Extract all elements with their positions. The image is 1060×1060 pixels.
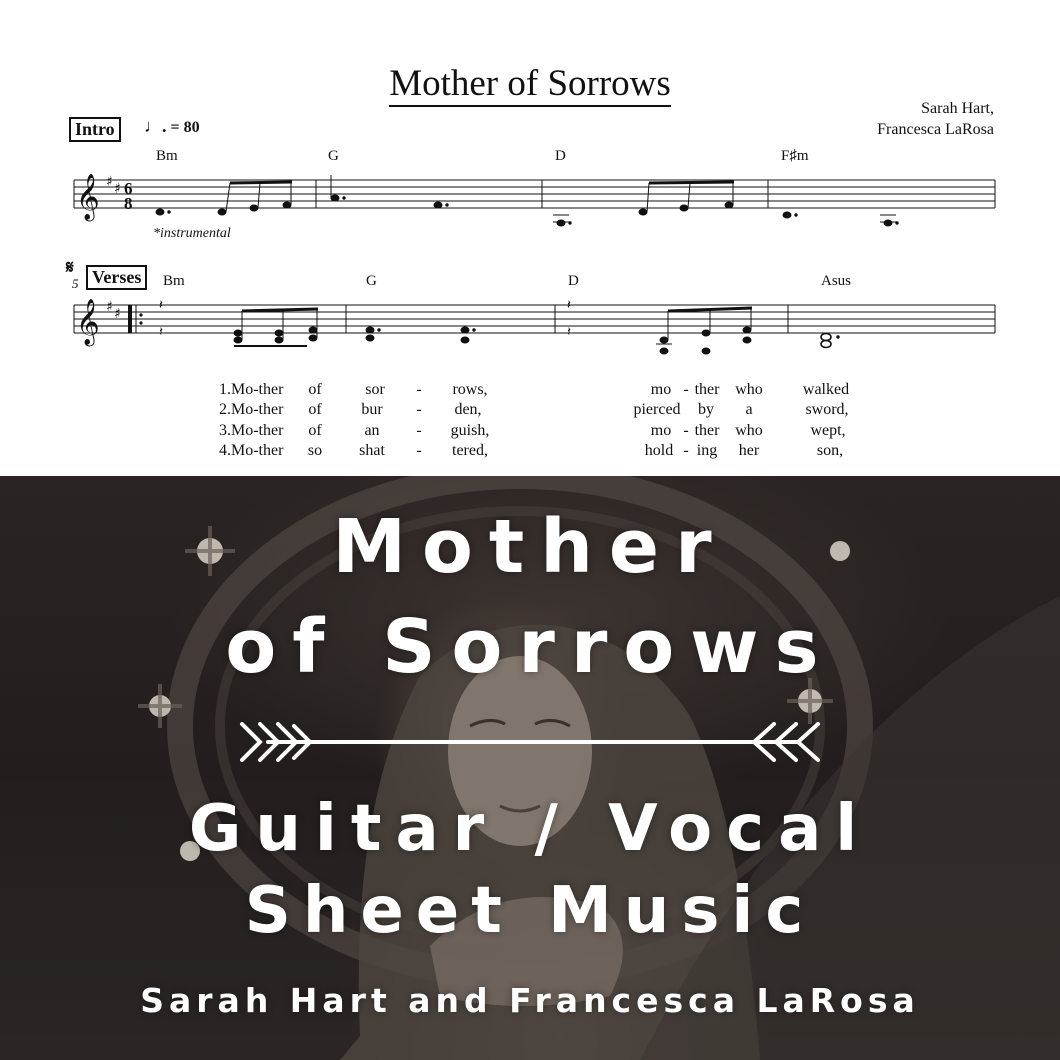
lyric-syllable: - — [683, 381, 689, 398]
svg-text:𝄽: 𝄽 — [159, 325, 163, 340]
svg-text:𝄽: 𝄽 — [159, 298, 163, 313]
verses-label: Verses — [86, 265, 147, 290]
overlay-subtitle-line-2: Sheet Music — [244, 874, 816, 948]
lyric-syllable: 3.Mo-ther — [219, 422, 284, 439]
lyric-syllable: so — [307, 442, 323, 459]
lyric-syllable: bur — [361, 401, 383, 418]
intro-staff — [74, 180, 995, 208]
verse-chord: Bm — [163, 273, 185, 289]
lyric-syllable: pierced — [633, 401, 681, 418]
svg-text:𝄽: 𝄽 — [567, 325, 571, 340]
lyric-syllable: of — [308, 401, 322, 418]
lyric-syllable: - — [416, 381, 422, 398]
lyric-syllable: of — [308, 381, 322, 398]
tempo-value: = 80 — [170, 119, 200, 136]
lyric-syllable: 2.Mo-ther — [219, 401, 284, 418]
lyric-syllable: 4.Mo-ther — [219, 442, 284, 459]
lyric-syllable: - — [416, 442, 422, 459]
lyric-syllable: of — [308, 422, 322, 439]
lyric-syllable: a — [745, 401, 753, 418]
time-signature-top: 6 — [124, 179, 133, 198]
verse-chord: Asus — [821, 273, 852, 289]
madonna-statue-photo — [0, 476, 1060, 1060]
music-staves — [0, 0, 1060, 476]
lyric-syllable: walked — [802, 381, 850, 398]
lyric-syllable: by — [698, 401, 714, 418]
composer-line-1: Sarah Hart, — [921, 100, 994, 117]
repeat-dot — [139, 313, 142, 316]
lyric-syllable: shat — [359, 442, 385, 459]
lyric-syllable: ther — [694, 422, 720, 439]
instrumental-note: *instrumental — [153, 226, 231, 241]
lyric-syllable: wept, — [810, 422, 846, 439]
time-signature-bottom: 8 — [124, 194, 133, 213]
lyric-syllable: her — [738, 442, 760, 459]
lyric-syllable: an — [364, 422, 380, 439]
lyric-syllable: - — [416, 401, 422, 418]
overlay-subtitle-line-1: Guitar / Vocal — [188, 792, 872, 866]
sharp-icon: ♯ — [106, 174, 113, 190]
sharp-icon: ♯ — [114, 306, 121, 322]
treble-clef-icon: 𝄞 — [76, 174, 100, 220]
intro-label: Intro — [69, 117, 121, 142]
lyric-syllable: son, — [816, 442, 844, 459]
intro-chord: D — [555, 148, 566, 164]
composer-line-2: Francesca LaRosa — [877, 121, 994, 138]
dotted-quarter-note-icon: ♩. — [144, 116, 167, 136]
lyric-syllable: who — [735, 381, 763, 398]
overlay-title-line-1: Mother — [332, 504, 728, 590]
lyric-syllable: sword, — [805, 401, 849, 418]
segno-icon: 𝄋 — [66, 257, 74, 277]
sheet-music-excerpt — [0, 0, 1060, 476]
lyric-syllable: tered, — [452, 442, 488, 459]
lyric-syllable: - — [416, 422, 422, 439]
lyric-syllable: ing — [696, 442, 718, 459]
overlay-title-line-2: of Sorrows — [225, 604, 835, 690]
sharp-icon: ♯ — [106, 299, 113, 315]
arrow-divider-icon — [238, 720, 824, 764]
measure-number: 5 — [72, 276, 79, 291]
lyric-syllable: - — [683, 442, 689, 459]
treble-clef-icon: 𝄞 — [76, 299, 100, 345]
lyric-syllable: mo — [650, 422, 672, 439]
repeat-dot — [139, 321, 142, 324]
svg-text:𝄽: 𝄽 — [567, 298, 571, 313]
promo-text-overlay — [0, 476, 1060, 1060]
lyric-syllable: guish, — [450, 422, 490, 439]
sheet-title: Mother of Sorrows — [0, 62, 1060, 105]
lyric-syllable: - — [683, 422, 689, 439]
verse-chord: D — [568, 273, 579, 289]
verse-chord: G — [366, 273, 377, 289]
intro-chord: Bm — [156, 148, 178, 164]
sharp-icon: ♯ — [114, 181, 121, 197]
intro-chord: F♯m — [781, 148, 809, 164]
lyric-syllable: ther — [694, 381, 720, 398]
lyric-syllable: hold — [644, 442, 674, 459]
lyric-syllable: den, — [454, 401, 482, 418]
verse-staff — [74, 305, 995, 333]
lyric-syllable: who — [735, 422, 763, 439]
lyric-syllable: mo — [650, 381, 672, 398]
lyric-syllable: rows, — [452, 381, 488, 398]
lyric-syllable: sor — [365, 381, 385, 398]
overlay-credits: Sarah Hart and Francesca LaRosa — [140, 981, 920, 1020]
lyric-syllable: 1.Mo-ther — [219, 381, 284, 398]
intro-chord: G — [328, 148, 339, 164]
